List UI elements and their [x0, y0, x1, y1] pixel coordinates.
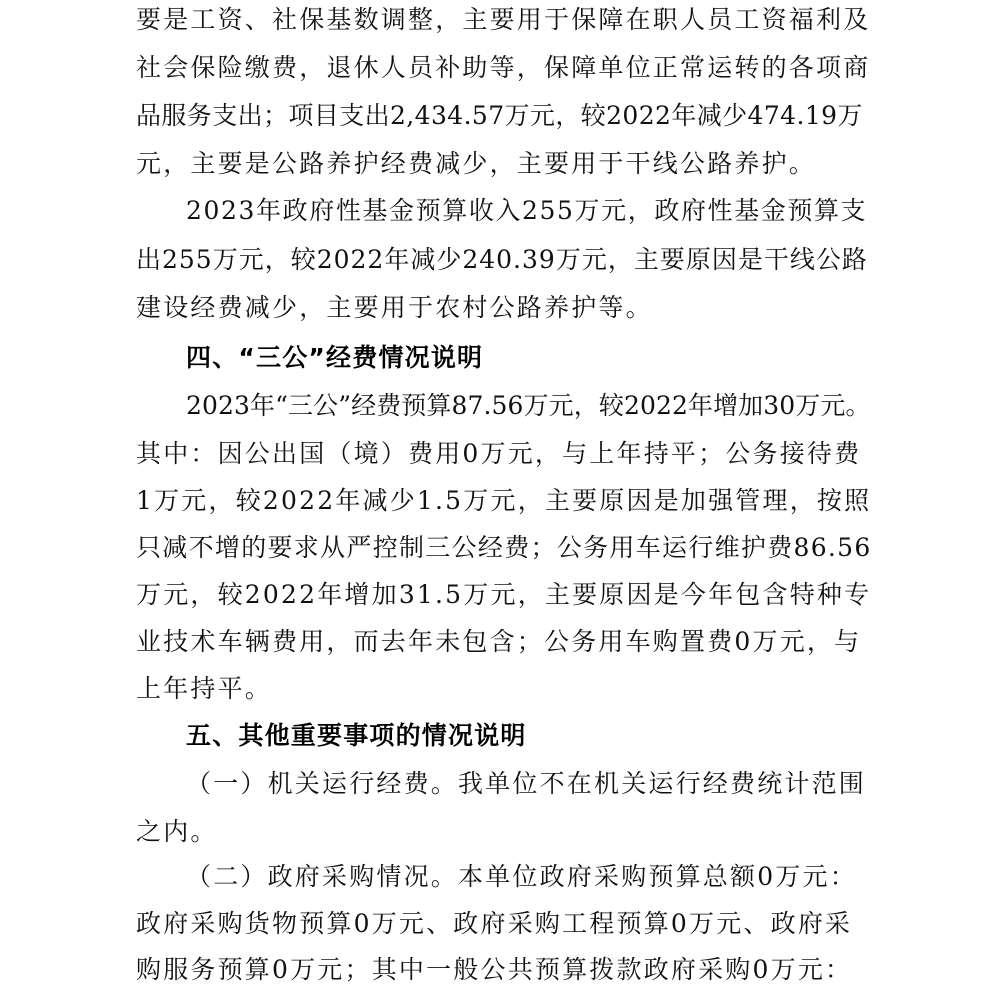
- paragraph-line: 品服务支出；项目支出2,434.57万元，较2022年减少474.19万: [136, 101, 863, 130]
- paragraph-line: 要是工资、社保基数调整，主要用于保障在职人员工资福利及: [136, 5, 871, 34]
- section-heading: 四、“三公”经费情况说明: [186, 343, 484, 372]
- paragraph-line: 购服务预算0万元；其中一般公共预算拨款政府采购0万元：: [136, 955, 853, 984]
- paragraph-line: （一）机关运行经费。我单位不在机关运行经费统计范围: [186, 769, 867, 798]
- section-heading: 五、其他重要事项的情况说明: [186, 721, 527, 750]
- paragraph-line: 1万元，较2022年减少1.5万元，主要原因是加强管理，按照: [136, 486, 872, 515]
- paragraph-line: 建设经费减少，主要用于农村公路养护等。: [136, 293, 653, 322]
- paragraph-line: 万元，较2022年增加31.5万元，主要原因是今年包含特种专: [136, 580, 872, 609]
- paragraph-line: 其中：因公出国（境）费用0万元，与上年持平；公务接待费: [136, 439, 862, 468]
- paragraph-line: 政府采购货物预算0万元、政府采购工程预算0万元、政府采: [136, 909, 853, 938]
- paragraph-line: 2023年“三公”经费预算87.56万元，较2022年增加30万元。: [186, 391, 871, 420]
- paragraph-line: 2023年政府性基金预算收入255万元，政府性基金预算支: [186, 196, 868, 225]
- paragraph-line: 出255万元，较2022年减少240.39万元，主要原因是干线公路: [136, 245, 868, 274]
- paragraph-line: 元，主要是公路养护经费减少，主要用于干线公路养护。: [136, 149, 817, 178]
- paragraph-line: 只减不增的要求从严控制三公经费；公务用车运行维护费86.56: [136, 533, 872, 562]
- paragraph-line: （二）政府采购情况。本单位政府采购预算总额0万元：: [186, 862, 857, 891]
- paragraph-line: 之内。: [136, 817, 218, 846]
- paragraph-line: 上年持平。: [136, 674, 273, 703]
- paragraph-line: 社会保险缴费，退休人员补助等，保障单位正常运转的各项商: [136, 53, 871, 82]
- paragraph-line: 业技术车辆费用，而去年未包含；公务用车购置费0万元，与: [136, 627, 862, 656]
